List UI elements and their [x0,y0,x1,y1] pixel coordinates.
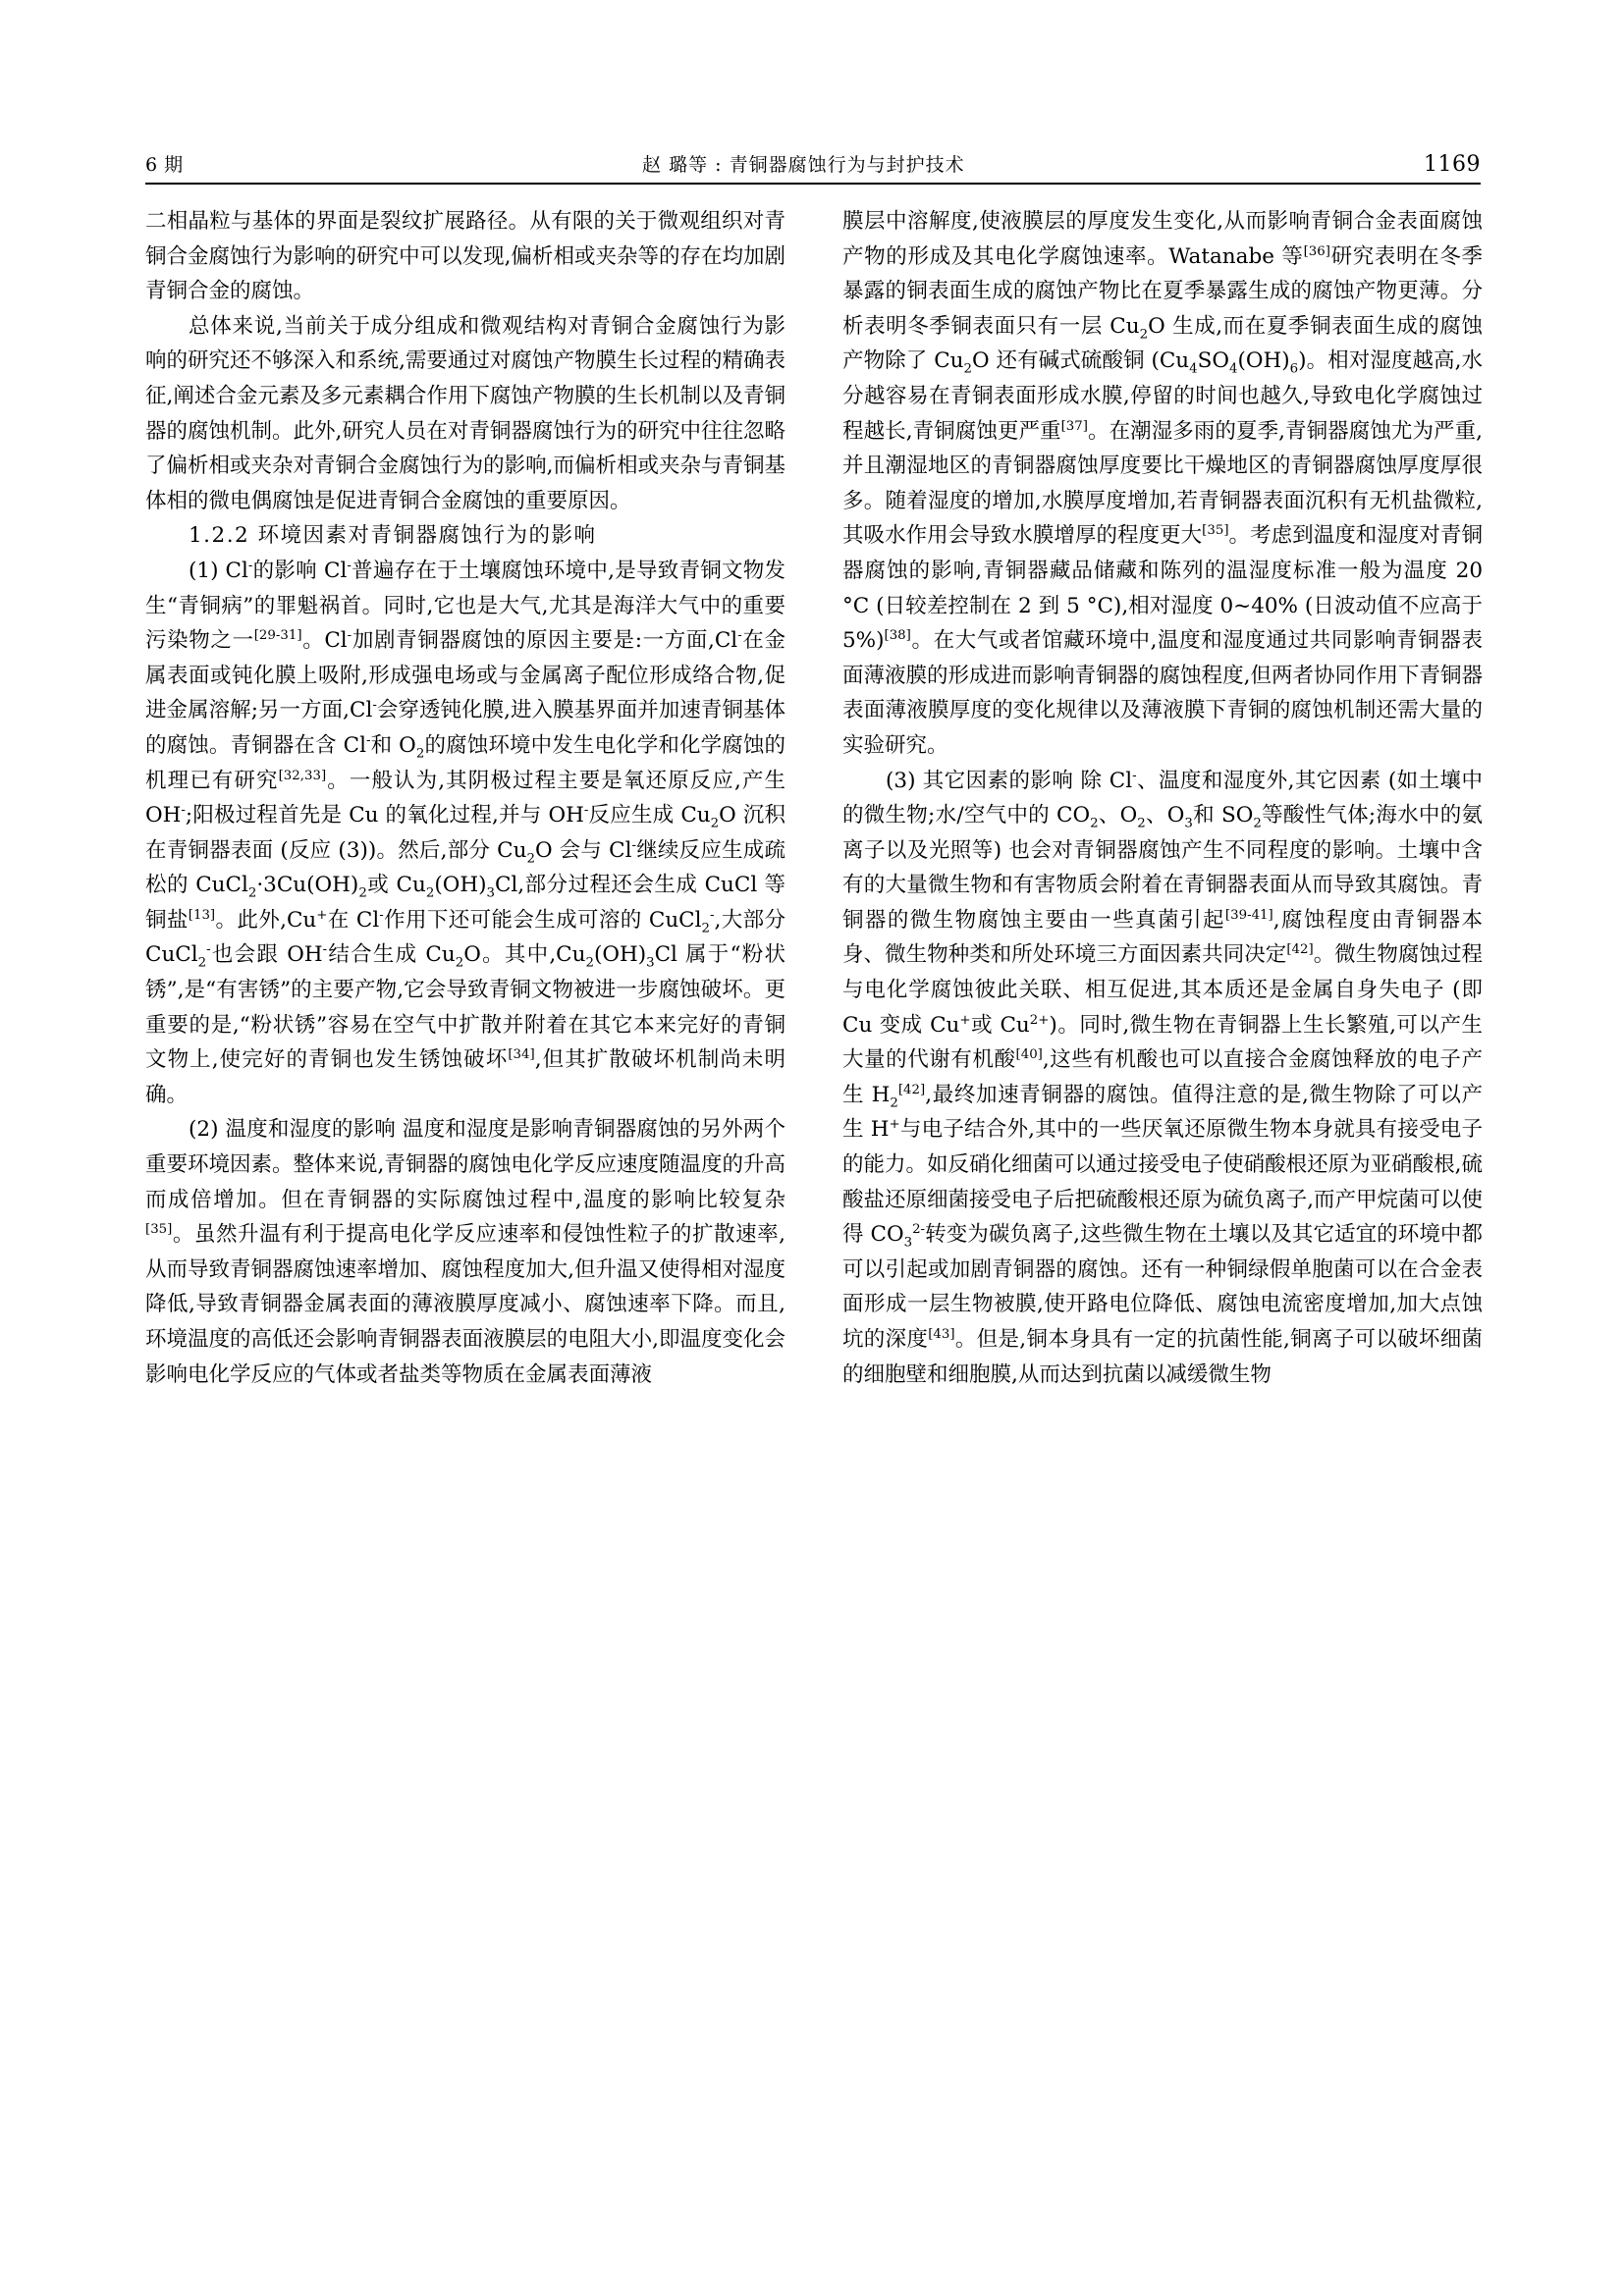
header-rule [145,183,1481,185]
para-chloride: (1) Cl-的影响 Cl-普遍存在于土壤腐蚀环境中,是导致青铜文物发生“青铜病”的罪魁祸首。同时,它也是大气,尤其是海洋大气中的重要污染物之一[29-31]。Cl-加剧青铜器腐蚀的原因主要是:一方面,Cl-在金属表面或钝化膜上吸附,形成强电场或与金属离子配位形成络合物,促进金属溶解;另一方面,Cl-会穿透钝化膜,进入膜基界面并加速青铜基体的腐蚀。青铜器在含 Cl-和 $O_2$的腐蚀环境中发生电化学和化学腐蚀的机理已有研究[32,33]。一般认为,其阴极过程主要是氧还原反应,产生 OH-;阳极过程首先是 Cu 的氧化过程,并与 OH-反应生成 $Cu_2O$ 沉积在青铜器表面 (反应 (3))。然后,部分 $Cu_2O$ 会与 Cl-继续反应生成疏松的 $CuCl_2\cdot 3Cu(OH)_2$或 $Cu_2(OH)_3Cl$,部分过程还会生成 CuCl 等铜盐[13]。此外,Cu+在 Cl-作用下还可能会生成可溶的 CuCl$_2$-,大部分 CuCl$_2$-也会跟 OH-结合生成 $Cu_2O$。其中$,Cu_2(OH)_3Cl$ 属于“粉状锈”,是“有害锈”的主要产物,它会导致青铜文物被进一步腐蚀破坏。更重要的是,“粉状锈”容易在空气中扩散并附着在其它本来完好的青铜文物上,使完好的青铜也发生锈蚀破坏[34],但其扩散破坏机制尚未明确。 [145,558,786,1107]
header-page-number: 1169 [1424,152,1481,177]
right-column [842,204,1483,2128]
left-column [145,204,785,2128]
para-other-factors: (3) 其它因素的影响 除 Cl-、温度和湿度外,其它因素 (如土壤中的微生物;水/空气中的 $CO_2$、$O_2$、$O_3$和 $SO_2$等酸性气体;海水中的氨离子以及光照等) 也会对青铜器腐蚀产生不同程度的影响。土壤中含有的大量微生物和有害物质会附着在青铜器表面从而导致其腐蚀。青铜器的微生物腐蚀主要由一些真菌引起[39-41],腐蚀程度由青铜器本身、微生物种类和所处环境三方面因素共同决定[42]。微生物腐蚀过程与电化学腐蚀彼此关联、相互促进,其本质还是金属自身失电子 (即 Cu 变成 Cu+或 $Cu^{2+}$)。同时,微生物在青铜器上生长繁殖,可以产生大量的代谢有机酸[40],这些有机酸也可以直接合金腐蚀释放的电子产生 $H_2[42]$,最终加速青铜器的腐蚀。值得注意的是,微生物除了可以产生 H+与电子结合外,其中的一些厌氧还原微生物本身就具有接受电子的能力。如反硝化细菌可以通过接受电子使硝酸根还原为亚硝酸根,硫酸盐还原细菌接受电子后把硫酸根还原为硫负离子,而产甲烷菌可以使得 $CO_3^{2-}$转变为碳负离子,这些微生物在土壤以及其它适宜的环境中都可以引起或加剧青铜器的腐蚀。还有一种铜绿假单胞菌可以在合金表面形成一层生物被膜,使开路电位降低、腐蚀电流密度增加,加大点蚀坑的深度[43]。但是,铜本身具有一定的抗菌性能,铜离子可以破坏细菌的细胞壁和细胞膜,从而达到抗菌以减缓微生物 [842,768,1484,1387]
body-columns [145,204,1483,2128]
header-running-title: 赵 璐等 : 青铜器腐蚀行为与封护技术 [642,154,965,176]
para-temperature-humidity: (2) 温度和湿度的影响 温度和湿度是影响青铜器腐蚀的另外两个重要环境因素。整体来说,青铜器的腐蚀电化学反应速度随温度的升高而成倍增加。但在青铜器的实际腐蚀过程中,温度的影响比较复杂[35]。虽然升温有利于提高电化学反应速率和侵蚀性粒子的扩散速率,从而导致青铜器腐蚀速率增加、腐蚀程度加大,但升温又使得相对湿度降低,导致青铜器金属表面的薄液膜厚度减小、腐蚀速率下降。而且,环境温度的高低还会影响青铜器表面液膜层的电阻大小,即温度变化会影响电化学反应的气体或者盐类等物质在金属表面薄液 [145,1117,785,1387]
para-intergranular: 二相晶粒与基体的界面是裂纹扩展路径。从有限的关于微观组织对青铜合金腐蚀行为影响的研究中可以发现,偏析相或夹杂等的存在均加剧青铜合金的腐蚀。 [145,209,785,304]
para-temperature-humidity-cont: 膜层中溶解度,使液膜层的厚度发生变化,从而影响青铜合金表面腐蚀产物的形成及其电化学腐蚀速率。Watanabe 等[36]研究表明在冬季暴露的铜表面生成的腐蚀产物比在夏季暴露生成的腐蚀产物更薄。分析表明冬季铜表面只有一层 $Cu_2O$ 生成,而在夏季铜表面生成的腐蚀产物除了 $Cu_2O$ 还有碱式硫酸铜 $(Cu_4SO_4(OH)_6)$。相对湿度越高,水分越容易在青铜表面形成水膜,停留的时间也越久,导致电化学腐蚀过程越长,青铜腐蚀更严重[37]。在潮湿多雨的夏季,青铜器腐蚀尤为严重,并且潮湿地区的青铜器腐蚀厚度要比干燥地区的青铜器腐蚀厚度厚很多。随着湿度的增加,水膜厚度增加,若青铜器表面沉积有无机盐微粒,其吸水作用会导致水膜增厚的程度更大[35]。考虑到温度和湿度对青铜器腐蚀的影响,青铜器藏品储藏和陈列的温湿度标准一般为温度 20 °C (日较差控制在 2 到 5 °C),相对湿度 0~40% (日波动值不应高于 5%)[38]。在大气或者馆藏环境中,温度和湿度通过共同影响青铜器表面薄液膜的形成进而影响青铜器的腐蚀程度,但两者协同作用下青铜器表面薄液膜厚度的变化规律以及薄液膜下青铜的腐蚀机制还需大量的实验研究。 [842,209,1484,758]
header-issue: 6 期 [145,154,184,176]
heading-1-2-2: 1.2.2 环境因素对青铜器腐蚀行为的影响 [189,523,597,549]
para-summary: 总体来说,当前关于成分组成和微观结构对青铜合金腐蚀行为影响的研究还不够深入和系统,需要通过对腐蚀产物膜生长过程的精确表征,阐述合金元素及多元素耦合作用下腐蚀产物膜的生长机制以及青铜器的腐蚀机制。此外,研究人员在对青铜器腐蚀行为的研究中往往忽略了偏析相或夹杂对青铜合金腐蚀行为的影响,而偏析相或夹杂与青铜基体相的微电偶腐蚀是促进青铜合金腐蚀的重要原因。 [145,313,785,513]
page-header [145,137,1481,177]
